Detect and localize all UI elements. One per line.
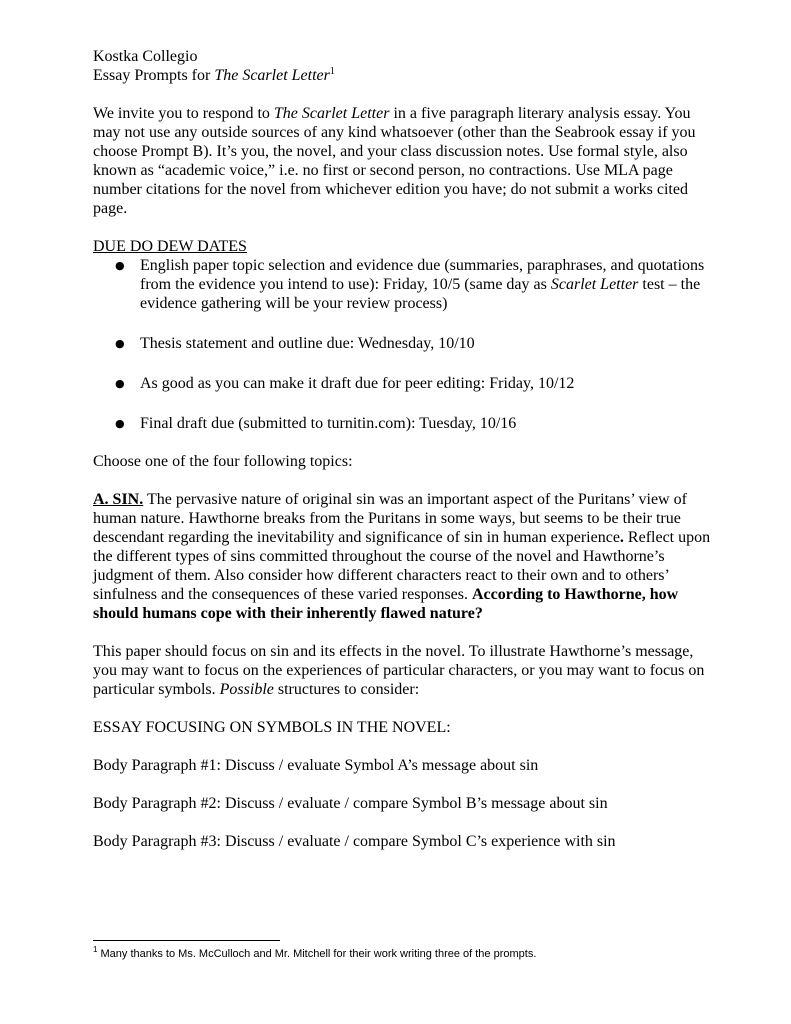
intro-text-1: We invite you to respond to (93, 105, 274, 122)
document-page (93, 47, 713, 851)
footnote (93, 947, 713, 961)
intro-novel-name: The Scarlet Letter (273, 105, 390, 122)
body-paragraph-2: Body Paragraph #2: Discuss / evaluate / compare Symbol B’s message about sin (93, 795, 608, 812)
due-date-item (93, 334, 713, 353)
school-name: Kostka Collegio (93, 48, 198, 65)
due-dates-list (93, 256, 713, 433)
title-footnote-marker: 1 (329, 66, 335, 77)
due-date-item (93, 374, 713, 393)
due-date-item (93, 414, 713, 433)
due-item-1-text-2: test – the evidence gathering will be your review process) (140, 276, 701, 312)
due-dates-heading: DUE DO DEW DATES (93, 238, 247, 255)
due-item-2-text: Thesis statement and outline due: Wednesday, 10/10 (140, 335, 475, 352)
prompt-a-text-2: Reflect upon the different types of sins committed throughout the course of the novel and Hawthorne’s judgment of them. Also consider how different characters react to their own and to others’ sinfulness and the consequences of these varied responses. (93, 529, 711, 603)
focus-paragraph (93, 642, 713, 699)
document-title (93, 66, 713, 85)
intro-text-2: in a five paragraph literary analysis essay. You may not use any outside sources of any kind whatsoever (other than the Seabrook essay if you choose Prompt B). It’s you, the novel, and your class discussion notes. Use formal style, also known as “academic voice,” i.e. no first or second person, no contractions. Use MLA page number citations for the novel from whichever edition you have; do not submit a works cited page. (93, 105, 696, 217)
due-item-1-novel-name: Scarlet Letter (550, 276, 639, 293)
focus-italic-word: Possible (219, 681, 274, 698)
prompt-a-paragraph (93, 490, 713, 623)
body-paragraph-1: Body Paragraph #1: Discuss / evaluate Symbol A’s message about sin (93, 757, 539, 774)
bullet-icon: ● (115, 337, 125, 350)
due-date-item (93, 256, 713, 313)
prompt-a-question: According to Hawthorne, how should humans cope with their inherently flawed nature? (93, 586, 679, 622)
bullet-icon: ● (115, 377, 125, 390)
bullet-icon: ● (115, 417, 125, 430)
prompt-a-label: A. SIN. (93, 491, 144, 508)
footnote-text: Many thanks to Ms. McCulloch and Mr. Mitchell for their work writing three of the prompts. (97, 948, 537, 960)
due-item-3-text: As good as you can make it draft due for peer editing: Friday, 10/12 (140, 375, 575, 392)
prompt-a-text-1: The pervasive nature of original sin was an important aspect of the Puritans’ view of human nature. Hawthorne breaks from the Puritans in some ways, but seems to be their true descendant regarding the inevitability and significance of sin in human experience (93, 491, 687, 546)
footnote-divider (93, 940, 280, 941)
focus-text-1: This paper should focus on sin and its effects in the novel. To illustrate Hawthorne’s message, you may want to focus on the experiences of particular characters, or you may want to focus on particular symbols. (93, 643, 705, 698)
symbols-essay-heading: ESSAY FOCUSING ON SYMBOLS IN THE NOVEL: (93, 719, 451, 736)
footnote-marker: 1 (93, 945, 98, 954)
title-prefix: Essay Prompts for (93, 67, 215, 84)
choose-topic-text: Choose one of the four following topics: (93, 453, 353, 470)
due-item-4-text: Final draft due (submitted to turnitin.com): Tuesday, 10/16 (140, 415, 517, 432)
focus-text-2: structures to consider: (273, 681, 420, 698)
title-novel-name: The Scarlet Letter (214, 67, 330, 84)
due-item-1-text-1: English paper topic selection and evidence due (summaries, paraphrases, and quotations from the evidence you intend to use): Friday, 10/5 (same day as (140, 257, 705, 293)
body-paragraph-3: Body Paragraph #3: Discuss / evaluate / compare Symbol C’s experience with sin (93, 833, 616, 850)
bullet-icon: ● (115, 259, 125, 272)
intro-paragraph (93, 104, 713, 218)
prompt-a-bold-period: . (619, 529, 624, 546)
